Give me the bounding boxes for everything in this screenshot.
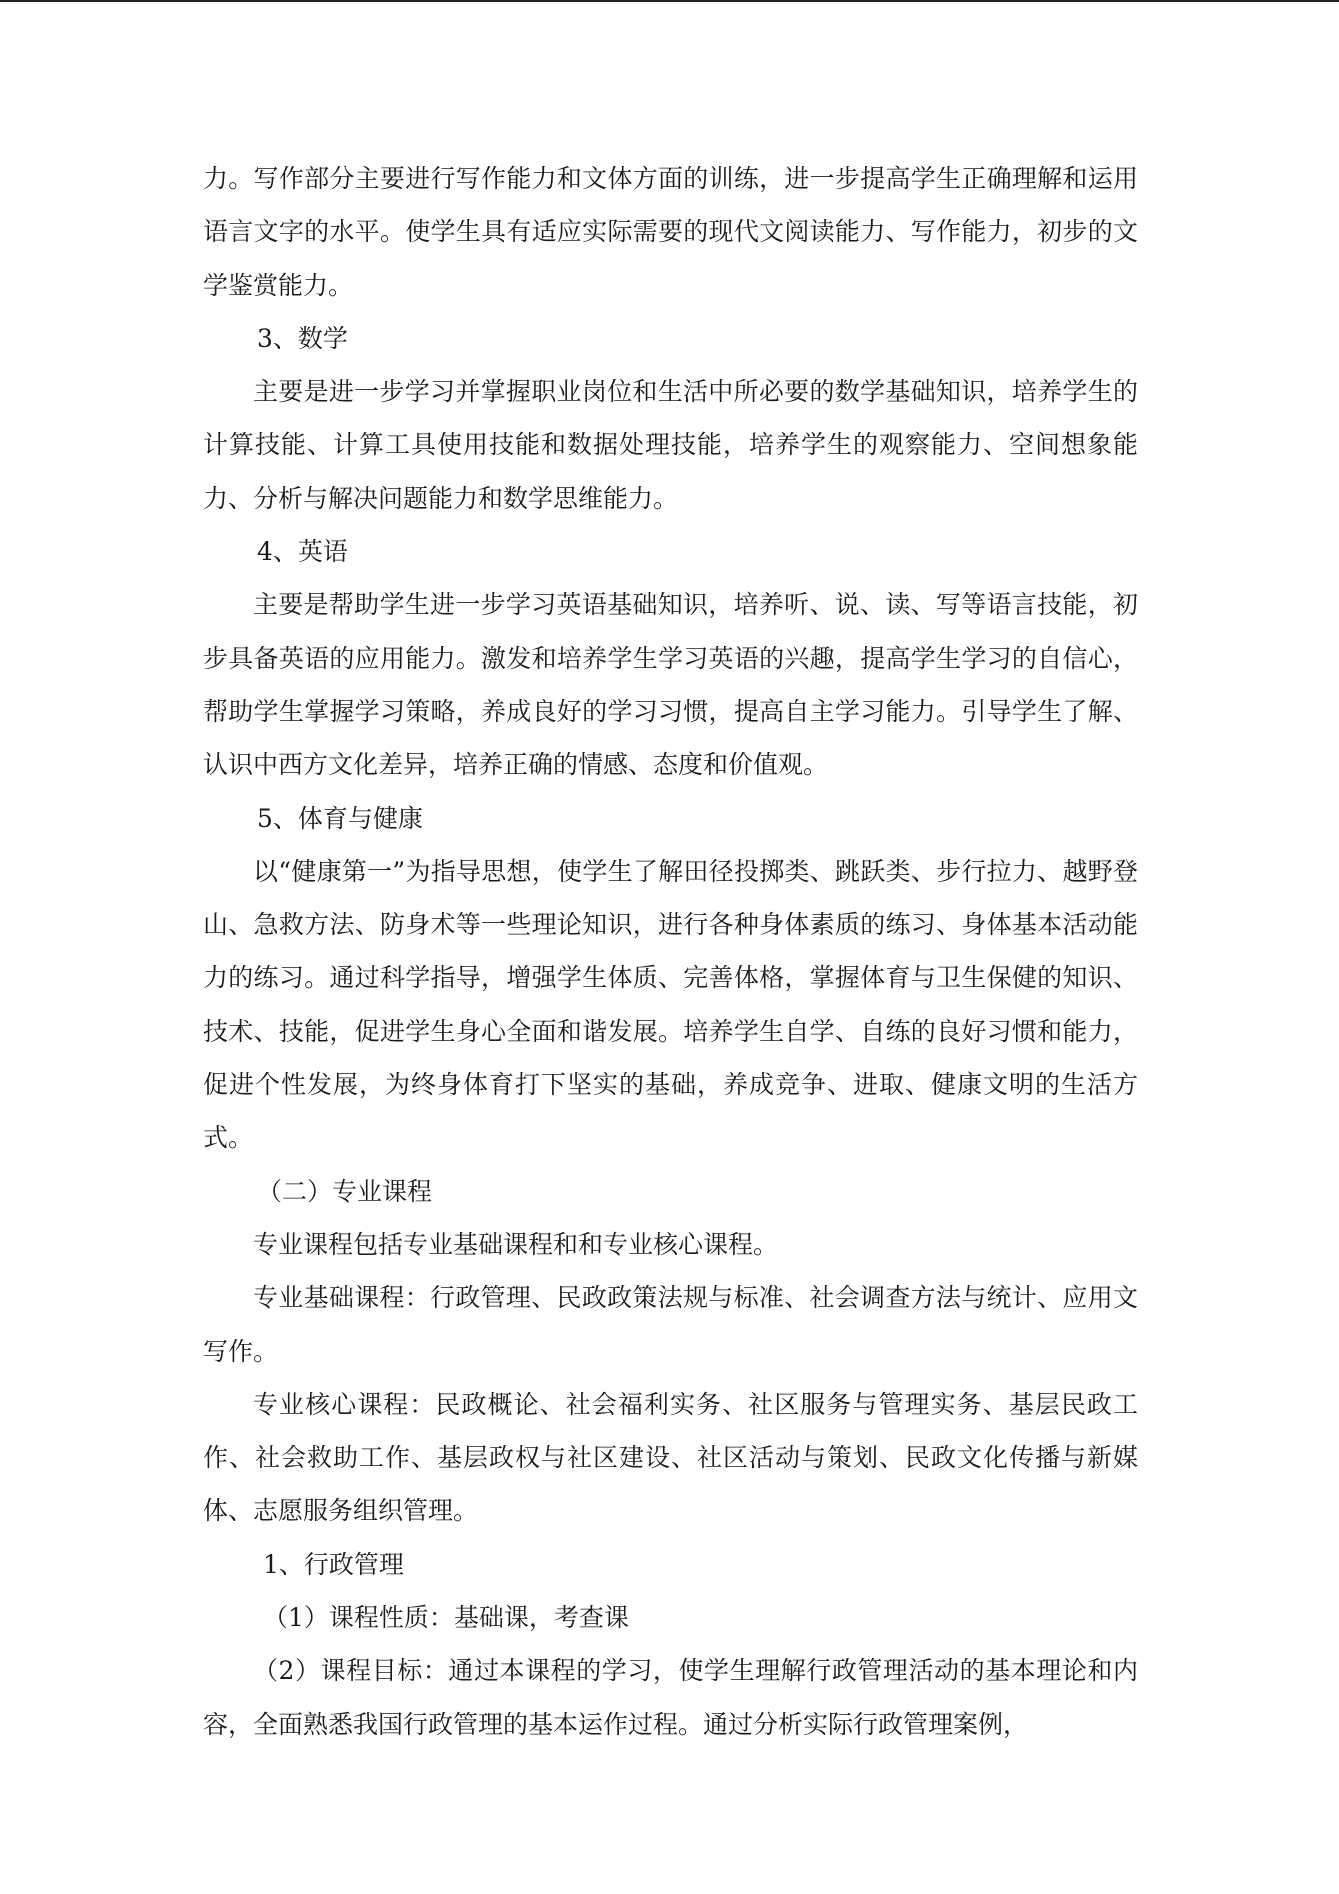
- heading-math: 3、数学: [257, 323, 348, 353]
- paragraph-course-goal: （2）课程目标：通过本课程的学习，使学生理解行政管理活动的基本理论和内容，全面熟悉我国行政管理的基本运作过程。通过分析实际行政管理案例，: [203, 1656, 1138, 1739]
- heading-course-nature: （1）课程性质：基础课，考查课: [263, 1603, 629, 1633]
- paragraph-writing-continuation: 力。写作部分主要进行写作能力和文体方面的训练，进一步提高学生正确理解和运用语言文字的水平。使学生具有适应实际需要的现代文阅读能力、写作能力，初步的文学鉴赏能力。: [203, 164, 1138, 300]
- heading-pe-health: 5、体育与健康: [257, 803, 423, 833]
- paragraph-pe-health: 以“健康第一”为指导思想，使学生了解田径投掷类、跳跃类、步行拉力、越野登山、急救方法、防身术等一些理论知识，进行各种身体素质的练习、身体基本活动能力的练习。通过科学指导，增强学生体质、完善体格，掌握体育与卫生保健的知识、技术、技能，促进学生身心全面和谐发展。培养学生自学、自练的良好习惯和能力，促进个性发展，为终身体育打下坚实的基础，养成竞争、进取、健康文明的生活方式。: [203, 856, 1138, 1153]
- page-top-border: [0, 0, 1339, 2]
- paragraph-english: 主要是帮助学生进一步学习英语基础知识，培养听、说、读、写等语言技能，初步具备英语的应用能力。激发和培养学生学习英语的兴趣，提高学生学习的自信心，帮助学生掌握学习策略，养成良好的学习习惯，提高自主学习能力。引导学生了解、认识中西方文化差异，培养正确的情感、态度和价值观。: [203, 590, 1138, 780]
- paragraph-foundation-courses: 专业基础课程：行政管理、民政政策法规与标准、社会调查方法与统计、应用文写作。: [203, 1283, 1138, 1366]
- document-body: [203, 152, 1138, 1751]
- heading-administration: 1、行政管理: [263, 1549, 404, 1579]
- paragraph-math: 主要是进一步学习并掌握职业岗位和生活中所必要的数学基础知识，培养学生的计算技能、计算工具使用技能和数据处理技能，培养学生的观察能力、空间想象能力、分析与解决问题能力和数学思维能力。: [203, 377, 1138, 513]
- paragraph-professional-courses: 专业课程包括专业基础课程和和专业核心课程。: [253, 1229, 779, 1259]
- paragraph-core-courses: 专业核心课程：民政概论、社会福利实务、社区服务与管理实务、基层民政工作、社会救助工作、基层政权与社区建设、社区活动与策划、民政文化传播与新媒体、志愿服务组织管理。: [203, 1389, 1138, 1526]
- heading-professional-courses: （二）专业课程: [257, 1176, 433, 1206]
- heading-english: 4、英语: [257, 537, 348, 567]
